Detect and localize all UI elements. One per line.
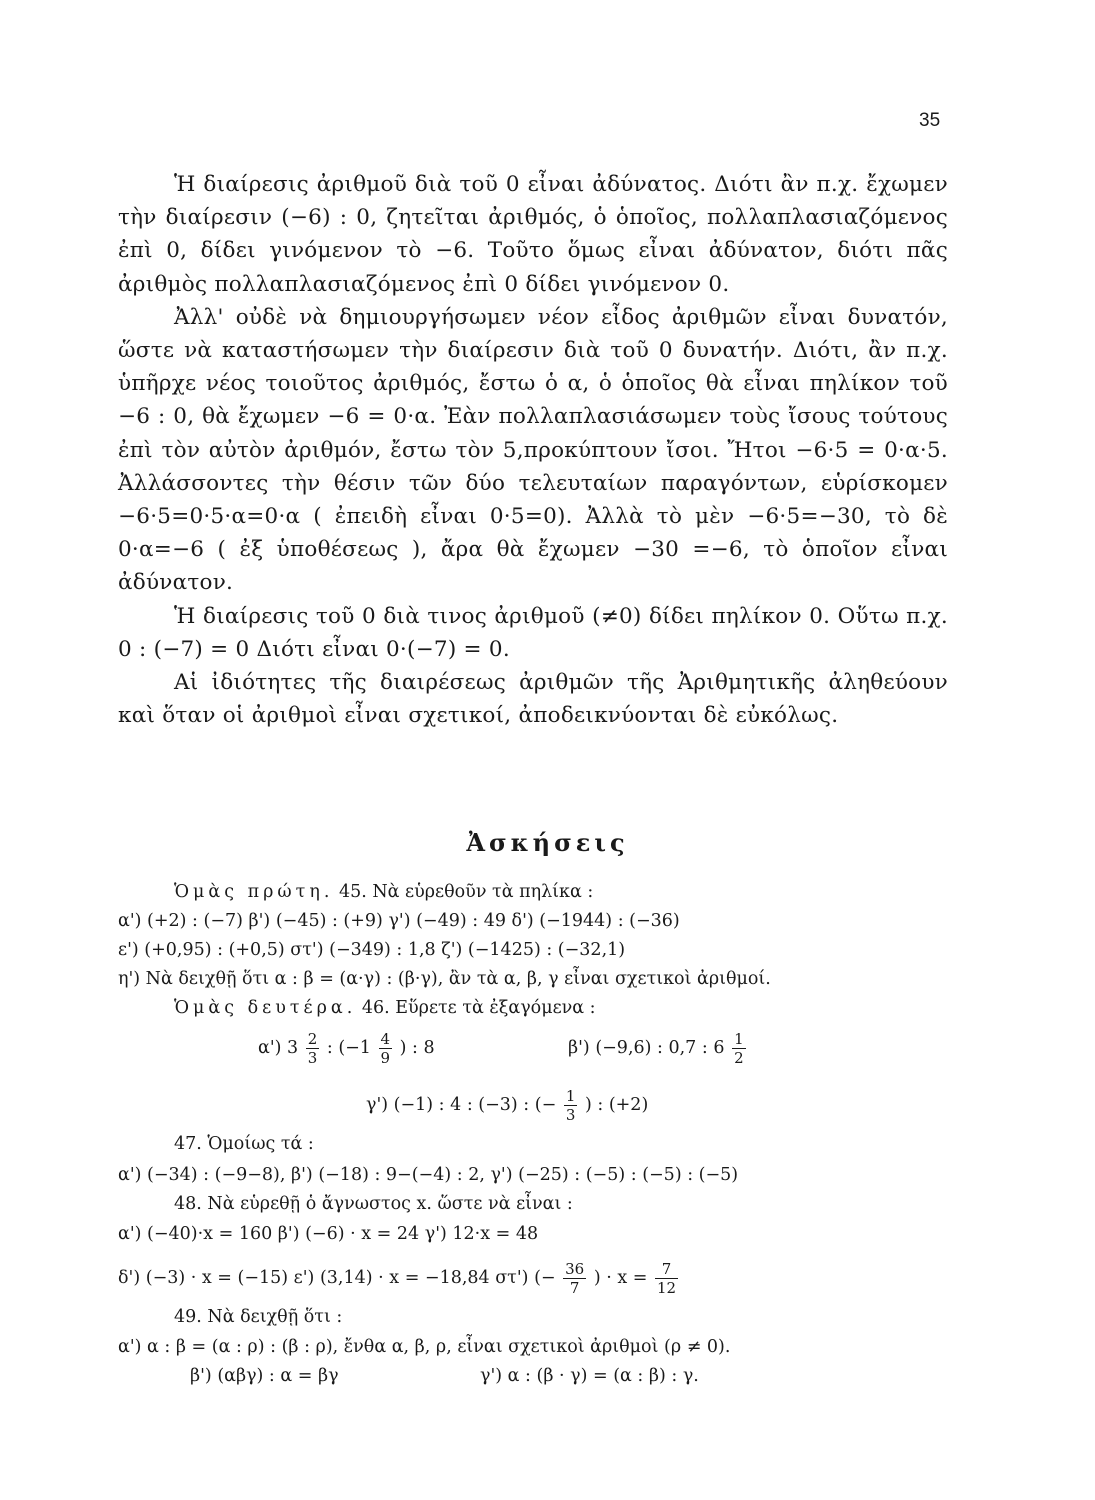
exercise-46-a (258, 1030, 435, 1067)
exercise-49-row-2: β') (αβγ) : α = βγ (190, 1366, 339, 1386)
paragraph-properties: Αἱ ἰδιότητες τῆς διαιρέσεως ἀριθμῶν τῆς Ἀριθμητικῆς ἀληθεύουν καὶ ὅταν οἱ ἀριθμοὶ εἶναι σχετικοί, ἀποδεικνύονται δὲ εὐκόλως. (118, 670, 948, 729)
expr-part: ) · x = (593, 1268, 648, 1288)
expr-part: δ') (−3) · x = (−15) ε') (3,14) · x = −18,84 στ') (− (118, 1268, 556, 1288)
exercise-47-title: 47. Ὁμοίως τά : (174, 1134, 314, 1154)
fraction (306, 1030, 320, 1067)
fraction (732, 1030, 746, 1067)
exercise-48-title: 48. Νὰ εὑρεθῇ ὁ ἄγνωστος x. ὥστε νὰ εἶναι : (174, 1194, 573, 1214)
paragraph-zero-divided: Ἡ διαίρεσις τοῦ 0 διὰ τινος ἀριθμοῦ (≠0) δίδει πηλίκον 0. Οὕτω π.χ. 0 : (−7) = 0 Διότι εἶναι 0·(−7) = 0. (118, 603, 948, 662)
numerator: 4 (380, 1030, 391, 1048)
fraction (564, 1087, 578, 1124)
exercise-title: 45. Νὰ εὑρεθοῦν τὰ πηλίκα : (338, 882, 594, 902)
exercise-title: 46. Εὕρετε τὰ ἐξαγόμενα : (361, 998, 596, 1018)
exercise-49-row-1: α') α : β = (α : ρ) : (β : ρ), ἔνθα α, β, ρ, εἶναι σχετικοὶ ἀριθμοὶ (ρ ≠ 0). (118, 1337, 731, 1357)
exercise-46-b (568, 1030, 748, 1067)
numerator: 36 (565, 1260, 585, 1278)
expr-part: γ') (−1) : 4 : (−3) : (− (366, 1095, 557, 1115)
exercise-45-title (174, 882, 593, 902)
group-label: Ὁμὰς πρώτη. (174, 882, 334, 902)
exercise-46-c (366, 1087, 648, 1124)
numerator: 1 (565, 1087, 576, 1105)
exercise-48-row-1: α') (−40)·x = 160 β') (−6) · x = 24 γ') 12·x = 48 (118, 1224, 539, 1244)
denominator: 12 (657, 1279, 677, 1297)
paragraph-new-number: Ἀλλ' οὐδὲ νὰ δημιουργήσωμεν νέον εἶδος ἀριθμῶν εἶναι δυνατόν, ὥστε νὰ καταστήσωμεν τὴν διαίρεσιν διὰ τοῦ 0 δυνατήν. Διότι, ἂν π.χ. ὑπῆρχε νέος τοιοῦτος ἀριθμός, ἔστω ὁ α, ὁ ὁποῖος θὰ εἶναι πηλίκον τοῦ −6 : 0, θὰ ἔχωμεν −6 = 0·α. Ἐὰν πολλαπλασιάσωμεν τοὺς ἴσους τούτους ἐπὶ τὸν αὐτὸν ἀριθμόν, ἔστω τὸν 5,προκύπτουν ἴσοι. Ἤτοι −6·5 = 0·α·5. Ἀλλάσσοντες τὴν θέσιν τῶν δύο τελευταίων παραγόντων, εὑρίσκομεν −6·5=0·5·α=0·α ( ἐπειδὴ εἶναι 0·5=0). Ἀλλὰ τὸ μὲν −6·5=−30, τὸ δὲ 0·α=−6 ( ἐξ ὑποθέσεως ), ἄρα θὰ ἔχωμεν −30 =−6, τὸ ὁποῖον εἶναι ἀδύνατον. (118, 304, 948, 596)
paragraph-division-by-zero: Ἡ διαίρεσις ἀριθμοῦ διὰ τοῦ 0 εἶναι ἀδύνατος. Διότι ἂν π.χ. ἔχωμεν τὴν διαίρεσιν (−6) : 0, ζητεῖται ἀριθμός, ὁ ὁποῖος, πολλαπλασιαζόμενος ἐπὶ 0, δίδει γινόμενον τὸ −6. Τοῦτο ὅμως εἶναι ἀδύνατον, διότι πᾶς ἀριθμὸς πολλαπλασιαζόμενος ἐπὶ 0 δίδει γινόμενον 0. (118, 172, 948, 297)
denominator: 9 (380, 1049, 391, 1067)
exercise-45-row-1: α') (+2) : (−7) β') (−45) : (+9) γ') (−49) : 49 δ') (−1944) : (−36) (118, 911, 680, 931)
page-number: 35 (919, 110, 941, 131)
denominator: 7 (569, 1279, 580, 1297)
numerator: 7 (655, 1260, 678, 1279)
denominator: 2 (734, 1049, 744, 1067)
exercise-45-row-2: ε') (+0,95) : (+0,5) στ') (−349) : 1,8 ζ') (−1425) : (−32,1) (118, 940, 626, 960)
expr-part: ) : 8 (399, 1038, 435, 1058)
exercise-49-title: 49. Νὰ δειχθῇ ὅτι : (174, 1307, 343, 1327)
exercise-45-row-3: η') Νὰ δειχθῇ ὅτι α : β = (α·γ) : (β·γ), ἂν τὰ α, β, γ εἶναι σχετικοὶ ἀριθμοί. (118, 969, 771, 989)
fraction (563, 1260, 586, 1297)
exercise-46-title (174, 998, 596, 1018)
group-label: Ὁμὰς δευτέρα. (174, 998, 357, 1018)
denominator: 3 (307, 1049, 318, 1067)
fraction (379, 1030, 393, 1067)
numerator: 1 (734, 1030, 744, 1048)
numerator: 2 (307, 1030, 318, 1048)
exercise-47-row: α') (−34) : (−9−8), β') (−18) : 9−(−4) : 2, γ') (−25) : (−5) : (−5) : (−5) (118, 1165, 739, 1185)
fraction (655, 1260, 678, 1297)
body-text (118, 168, 948, 732)
denominator: 3 (565, 1106, 576, 1124)
expr-part: : (−1 (326, 1038, 371, 1058)
expr-part: α') 3 (258, 1038, 299, 1058)
expr-part: β') (−9,6) : 0,7 : 6 (568, 1038, 725, 1058)
expr-part: ) : (+2) (584, 1095, 649, 1115)
exercise-48-row-2 (118, 1260, 680, 1297)
exercise-49-row-3: γ') α : (β · γ) = (α : β) : γ. (480, 1366, 699, 1386)
exercises-heading: Ἀσκήσεις (466, 828, 629, 857)
